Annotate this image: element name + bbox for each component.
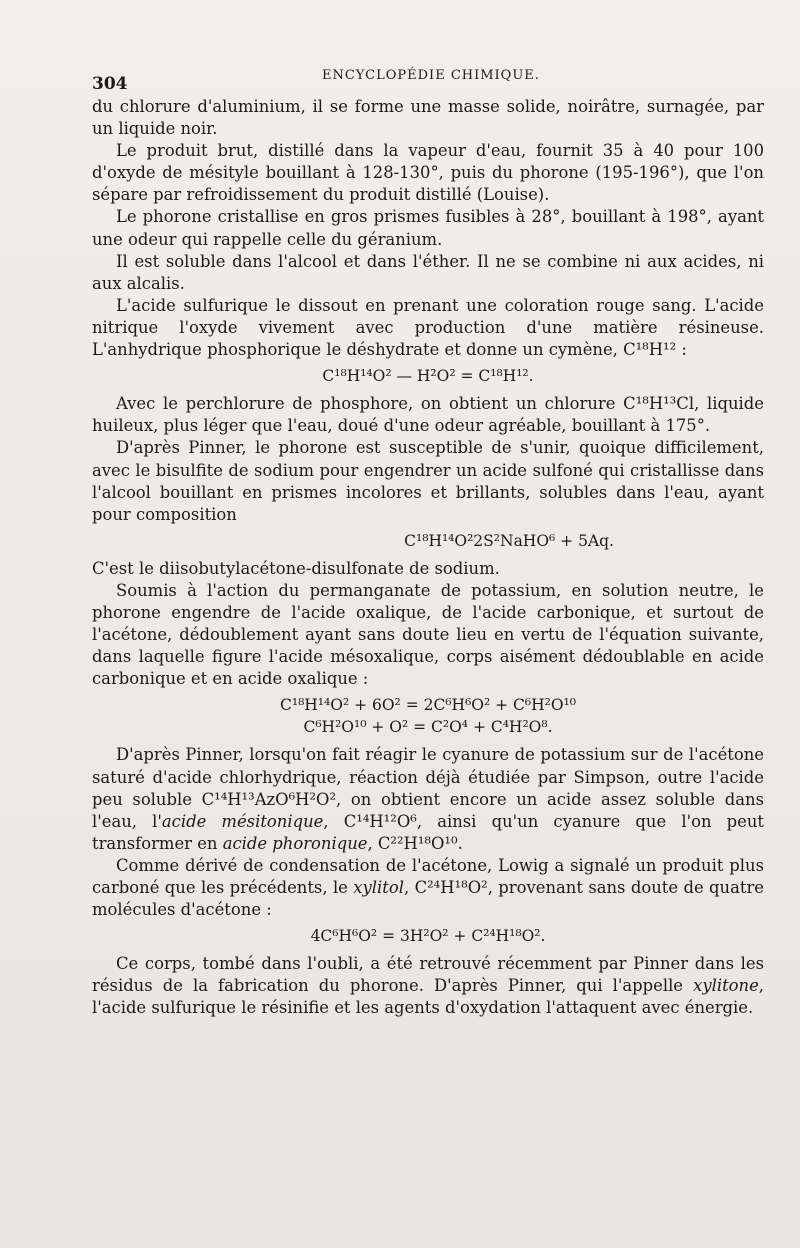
paragraph: Soumis à l'action du permanganate de potassium, en solution neutre, le phorone engendre de l'acide oxalique, de l'acide carbonique, et surtout de l'acétone, dédoublement ayant sans doute lieu en vertu de l'équation suivante, dans laquelle figure l'acide mésoxalique, corps aisément dédoublable en acide carbonique et en acide oxalique : bbox=[92, 580, 764, 689]
page-header bbox=[92, 68, 782, 94]
equation: C¹⁸H¹⁴O²2S²NaHO⁶ + 5Aq. bbox=[404, 531, 614, 550]
text-run: D'après Pinner, lorsqu'on fait réagir le cyanure de potassium sur de l'acétone saturé d'acide chlorhydrique, réaction déjà étudiée par Simpson, outre l'acide peu soluble C¹⁴H¹³AzO⁶H²O², on obtient encore un acide assez soluble dans l'eau, l' bbox=[92, 745, 764, 831]
equation: C¹⁸H¹⁴O² — H²O² = C¹⁸H¹². bbox=[322, 367, 534, 386]
paragraph bbox=[92, 953, 764, 1019]
body-text bbox=[92, 96, 764, 1020]
text-run: , C²²H¹⁸O¹⁰. bbox=[367, 833, 463, 853]
equation-block bbox=[92, 694, 764, 738]
equation: C⁶H²O¹⁰ + O² = C²O⁴ + C⁴H²O⁸. bbox=[303, 718, 553, 737]
paragraph: Avec le perchlorure de phosphore, on obtient un chlorure C¹⁸H¹³Cl, liquide huileux, plus léger que l'eau, doué d'une odeur agréable, bouillant à 175°. bbox=[92, 394, 764, 436]
text-run: , C²⁴H¹⁸O², provenant sans doute de quatre molécules d'acétone : bbox=[92, 878, 764, 920]
paragraph: Il est soluble dans l'alcool et dans l'éther. Il ne se combine ni aux acides, ni aux alcalis. bbox=[92, 251, 764, 293]
paragraph: D'après Pinner, le phorone est susceptible de s'unir, quoique difficilement, avec le bisulfite de sodium pour engendrer un acide sulfoné qui cristallisse dans l'alcool bouillant en prismes incolores et brillants, solubles dans l'eau, ayant pour composition bbox=[92, 438, 764, 524]
text-run: , C¹⁴H¹²O⁶, ainsi qu'un cyanure que l'on peut transformer en bbox=[92, 811, 764, 853]
equation: 4C⁶H⁶O² = 3H²O² + C²⁴H¹⁸O². bbox=[310, 927, 546, 946]
equation: C¹⁸H¹⁴O² + 6O² = 2C⁶H⁶O² + C⁶H²O¹⁰ bbox=[280, 696, 576, 715]
italic-term: acide phoronique bbox=[222, 833, 368, 853]
text-run: , l'acide sulfurique le résinifie et les agents d'oxydation l'attaquent avec énergie. bbox=[92, 976, 764, 1018]
italic-term: xylitol bbox=[353, 878, 404, 897]
page-number: 304 bbox=[92, 74, 128, 94]
paragraph: Le produit brut, distillé dans la vapeur d'eau, fournit 35 à 40 pour 100 d'oxyde de mésityle bouillant à 128-130°, puis du phorone (195-196°), que l'on sépare par refroidissement du produit distillé (Louise). bbox=[92, 141, 764, 205]
paragraph: C'est le diisobutylacétone-disulfonate de sodium. bbox=[92, 558, 500, 578]
paragraph bbox=[92, 855, 764, 921]
italic-term: xylitone bbox=[693, 976, 759, 996]
paragraph: Le phorone cristallise en gros prismes fusibles à 28°, bouillant à 198°, ayant une odeur qui rappelle celle du géranium. bbox=[92, 207, 764, 249]
paragraph: L'acide sulfurique le dissout en prenant une coloration rouge sang. L'acide nitrique l'oxyde vivement avec production d'une matière résineuse. L'anhydrique phosphorique le déshydrate et donne un cymène, C¹⁸H¹² : bbox=[92, 295, 764, 360]
text-run: Ce corps, tombé dans l'oubli, a été retrouvé récemment par Pinner dans les résidus de la fabrication du phorone. D'après Pinner, qui l'appelle bbox=[92, 954, 764, 996]
paragraph: du chlorure d'aluminium, il se forme une masse solide, noirâtre, surnagée, par un liquide noir. bbox=[92, 97, 764, 139]
italic-term: acide mésitonique bbox=[161, 811, 324, 831]
paragraph bbox=[92, 744, 764, 854]
running-head: ENCYCLOPÉDIE CHIMIQUE. bbox=[322, 68, 540, 83]
text-run: Comme dérivé de condensation de l'acétone, Lowig a signalé un produit plus carboné que les précédents, le bbox=[92, 855, 764, 897]
